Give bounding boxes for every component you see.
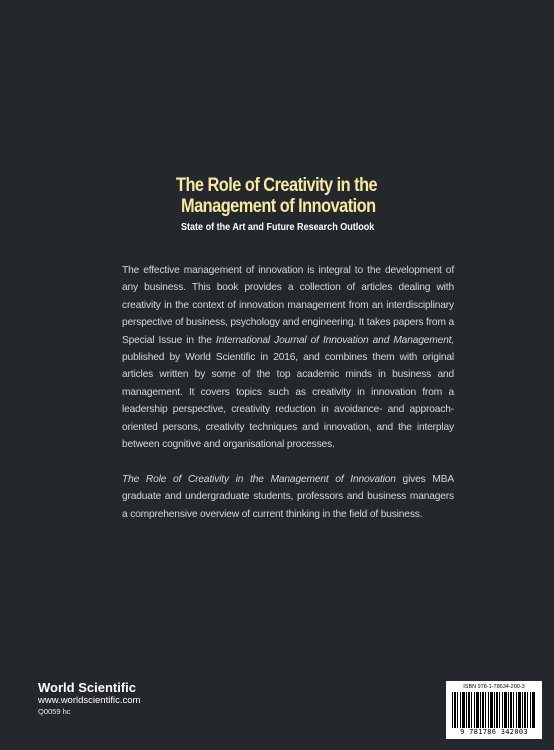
- description-p1-start: The effective management of innovation is integral to the development of any business. This book provides a collection of articles dealing with creativity in the context of innovation management from an interdisciplinary perspective of business, psychology and engineering. It takes papers from a Special Issue in the: [122, 265, 454, 346]
- book-title-line-2: Management of Innovation: [181, 196, 376, 217]
- description-p2-rest: gives MBA graduate and undergraduate students, professors and business managers a comprehensive overview of current thinking in the field of business.: [122, 473, 454, 520]
- book-title-line-1: The Role of Creativity in the: [176, 175, 378, 196]
- book-title-italic: The Role of Creativity in the Management of Innovation: [122, 473, 396, 485]
- barcode-digits: 9 781786 342003: [460, 728, 528, 736]
- isbn-label: ISBN 978-1-78634-200-3: [463, 684, 525, 690]
- isbn-barcode: [446, 681, 542, 739]
- publisher-block: [38, 680, 140, 717]
- journal-name: International Journal of Innovation and Management,: [215, 334, 454, 346]
- description-paragraph-1: [122, 262, 454, 453]
- description-paragraph-2: [122, 471, 454, 523]
- publisher-url: www.worldscientific.com: [38, 695, 141, 706]
- publisher-name: World Scientific: [38, 680, 136, 695]
- description-p1-end: published by World Scientific in 2016, and combines them with original articles written by some of the top academic minds in business and management. It covers topics such as creativity in innovation from a leadership perspective, creativity reduction in avoidance- and approach-oriented persons, creativity techniques and innovation, and the interplay between cognitive and organisational processes.: [122, 352, 454, 451]
- book-description: [122, 262, 454, 540]
- product-code: Q0059 hc: [38, 707, 71, 716]
- book-subtitle: State of the Art and Future Research Outlook: [181, 221, 375, 233]
- barcode-bars: [452, 692, 536, 728]
